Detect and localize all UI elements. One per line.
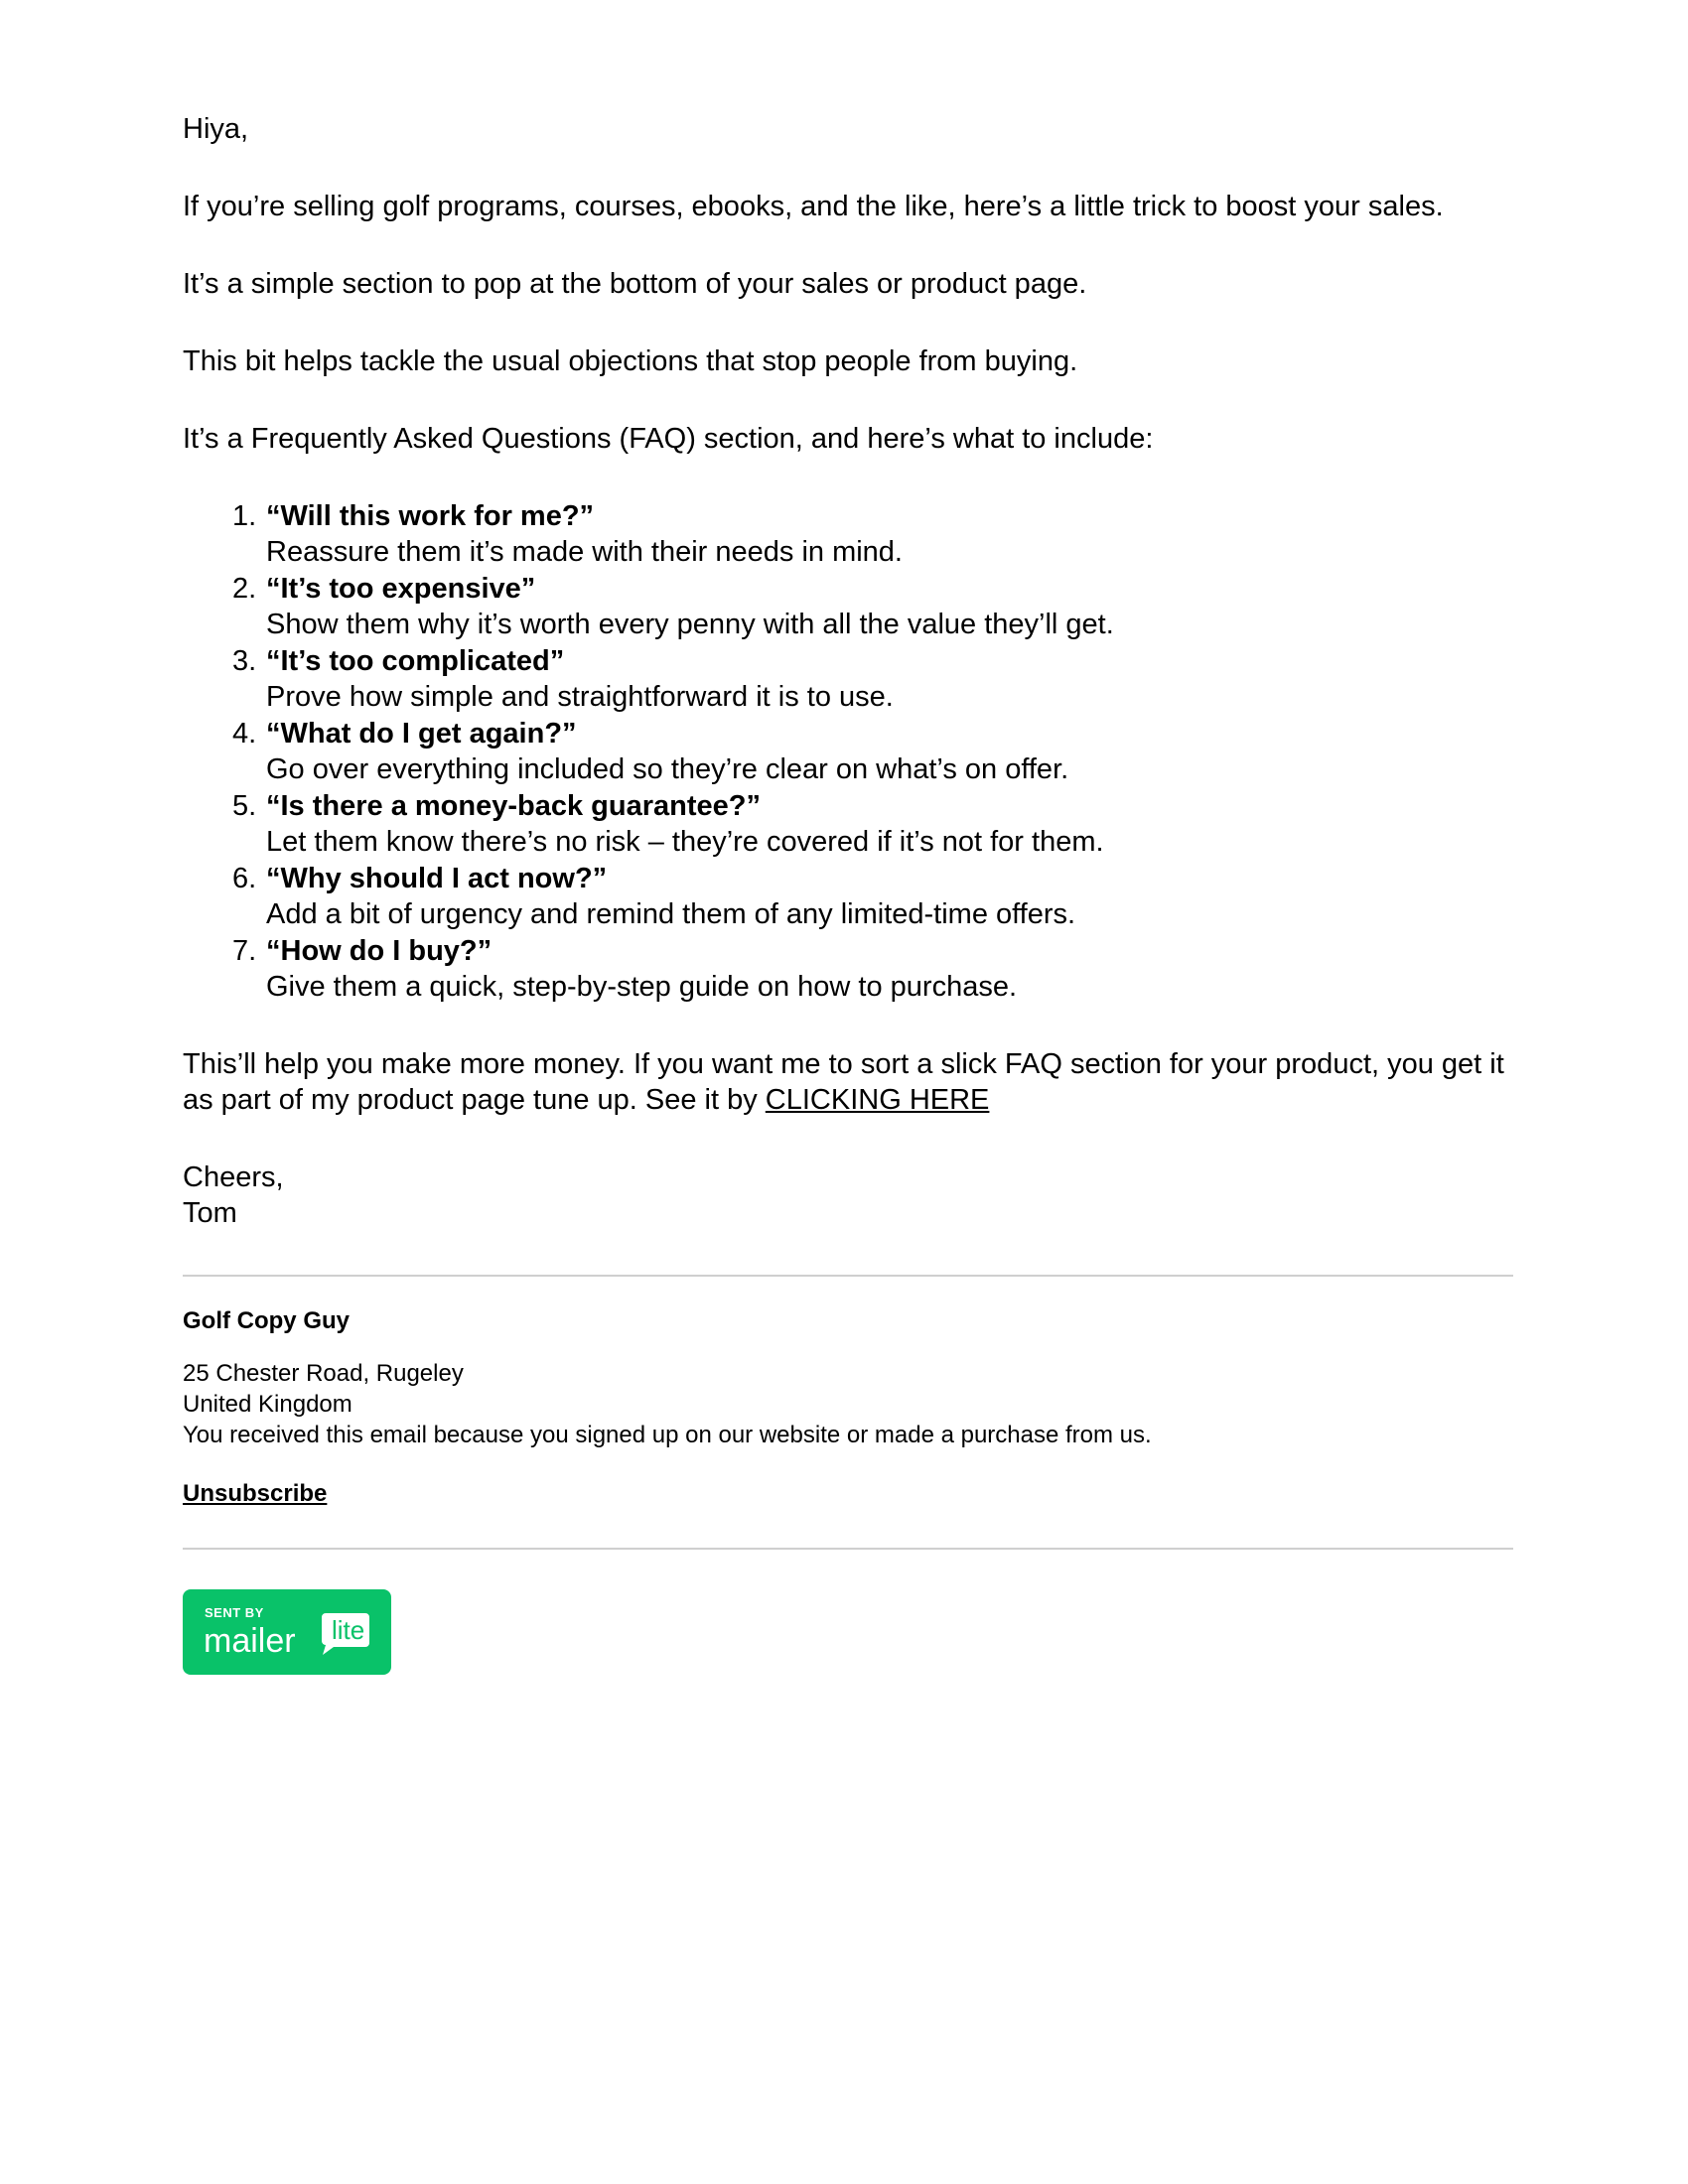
body-paragraph: It’s a simple section to pop at the bottom of your sales or product page. [183, 268, 1087, 300]
clicking-here-link[interactable]: CLICKING HERE [765, 1084, 990, 1116]
intro-paragraph: If you’re selling golf programs, courses, ebooks, and the like, here’s a little trick to boost your sales. [183, 191, 1444, 222]
mailerlite-badge[interactable] [183, 1589, 391, 1675]
signature: Tom [183, 1197, 237, 1229]
faq-answer: Let them know there’s no risk – they’re covered if it’s not for them. [266, 826, 1104, 858]
faq-number: 5. [232, 790, 257, 822]
greeting: Hiya, [183, 113, 249, 145]
faq-number: 7. [232, 935, 257, 967]
faq-question: “How do I buy?” [266, 935, 492, 967]
faq-question: “What do I get again?” [266, 718, 577, 750]
company-name: Golf Copy Guy [183, 1307, 350, 1334]
unsubscribe-link[interactable]: Unsubscribe [183, 1480, 328, 1507]
faq-number: 3. [232, 645, 257, 677]
faq-list [183, 498, 1513, 1005]
faq-answer: Go over everything included so they’re clear on what’s on offer. [266, 753, 1069, 785]
email-footer [183, 1277, 1513, 1548]
faq-item [183, 933, 1513, 1005]
faq-item [183, 498, 1513, 570]
sent-by-label: SENT BY [205, 1605, 264, 1620]
faq-question: “Why should I act now?” [266, 863, 608, 894]
faq-question: “It’s too complicated” [266, 645, 565, 677]
faq-answer: Prove how simple and straightforward it is to use. [266, 681, 894, 713]
faq-item [183, 861, 1513, 932]
faq-number: 6. [232, 863, 257, 894]
faq-item [183, 788, 1513, 860]
badge-divider [183, 1548, 1513, 1550]
faq-question: “It’s too expensive” [266, 573, 536, 605]
email-body [183, 111, 1513, 1675]
faq-intro-paragraph: It’s a Frequently Asked Questions (FAQ) section, and here’s what to include: [183, 423, 1154, 455]
faq-answer: Add a bit of urgency and remind them of any limited-time offers. [266, 898, 1076, 930]
faq-item [183, 643, 1513, 715]
faq-question: “Is there a money-back guarantee?” [266, 790, 761, 822]
faq-answer: Give them a quick, step-by-step guide on how to purchase. [266, 971, 1018, 1003]
address-line: 25 Chester Road, Rugeley [183, 1360, 464, 1387]
closing-text: This’ll help you make more money. If you want me to sort a slick FAQ section for your product, you get it as part of my product page tune up. See it by [183, 1048, 1504, 1116]
faq-answer: Reassure them it’s made with their needs in mind. [266, 536, 903, 568]
closing-paragraph [183, 1046, 1513, 1118]
body-paragraph: This bit helps tackle the usual objections that stop people from buying. [183, 345, 1078, 377]
mailer-wordmark: mailer [204, 1622, 296, 1660]
faq-answer: Show them why it’s worth every penny with all the value they’ll get. [266, 609, 1114, 640]
faq-number: 1. [232, 500, 257, 532]
faq-number: 4. [232, 718, 257, 750]
signoff: Cheers, [183, 1161, 284, 1193]
faq-item [183, 571, 1513, 642]
address-country: United Kingdom [183, 1391, 352, 1418]
faq-question: “Will this work for me?” [266, 500, 595, 532]
lite-wordmark: lite [332, 1615, 365, 1645]
faq-number: 2. [232, 573, 257, 605]
faq-item [183, 716, 1513, 787]
signup-notice: You received this email because you signed up on our website or made a purchase from us. [183, 1422, 1152, 1448]
